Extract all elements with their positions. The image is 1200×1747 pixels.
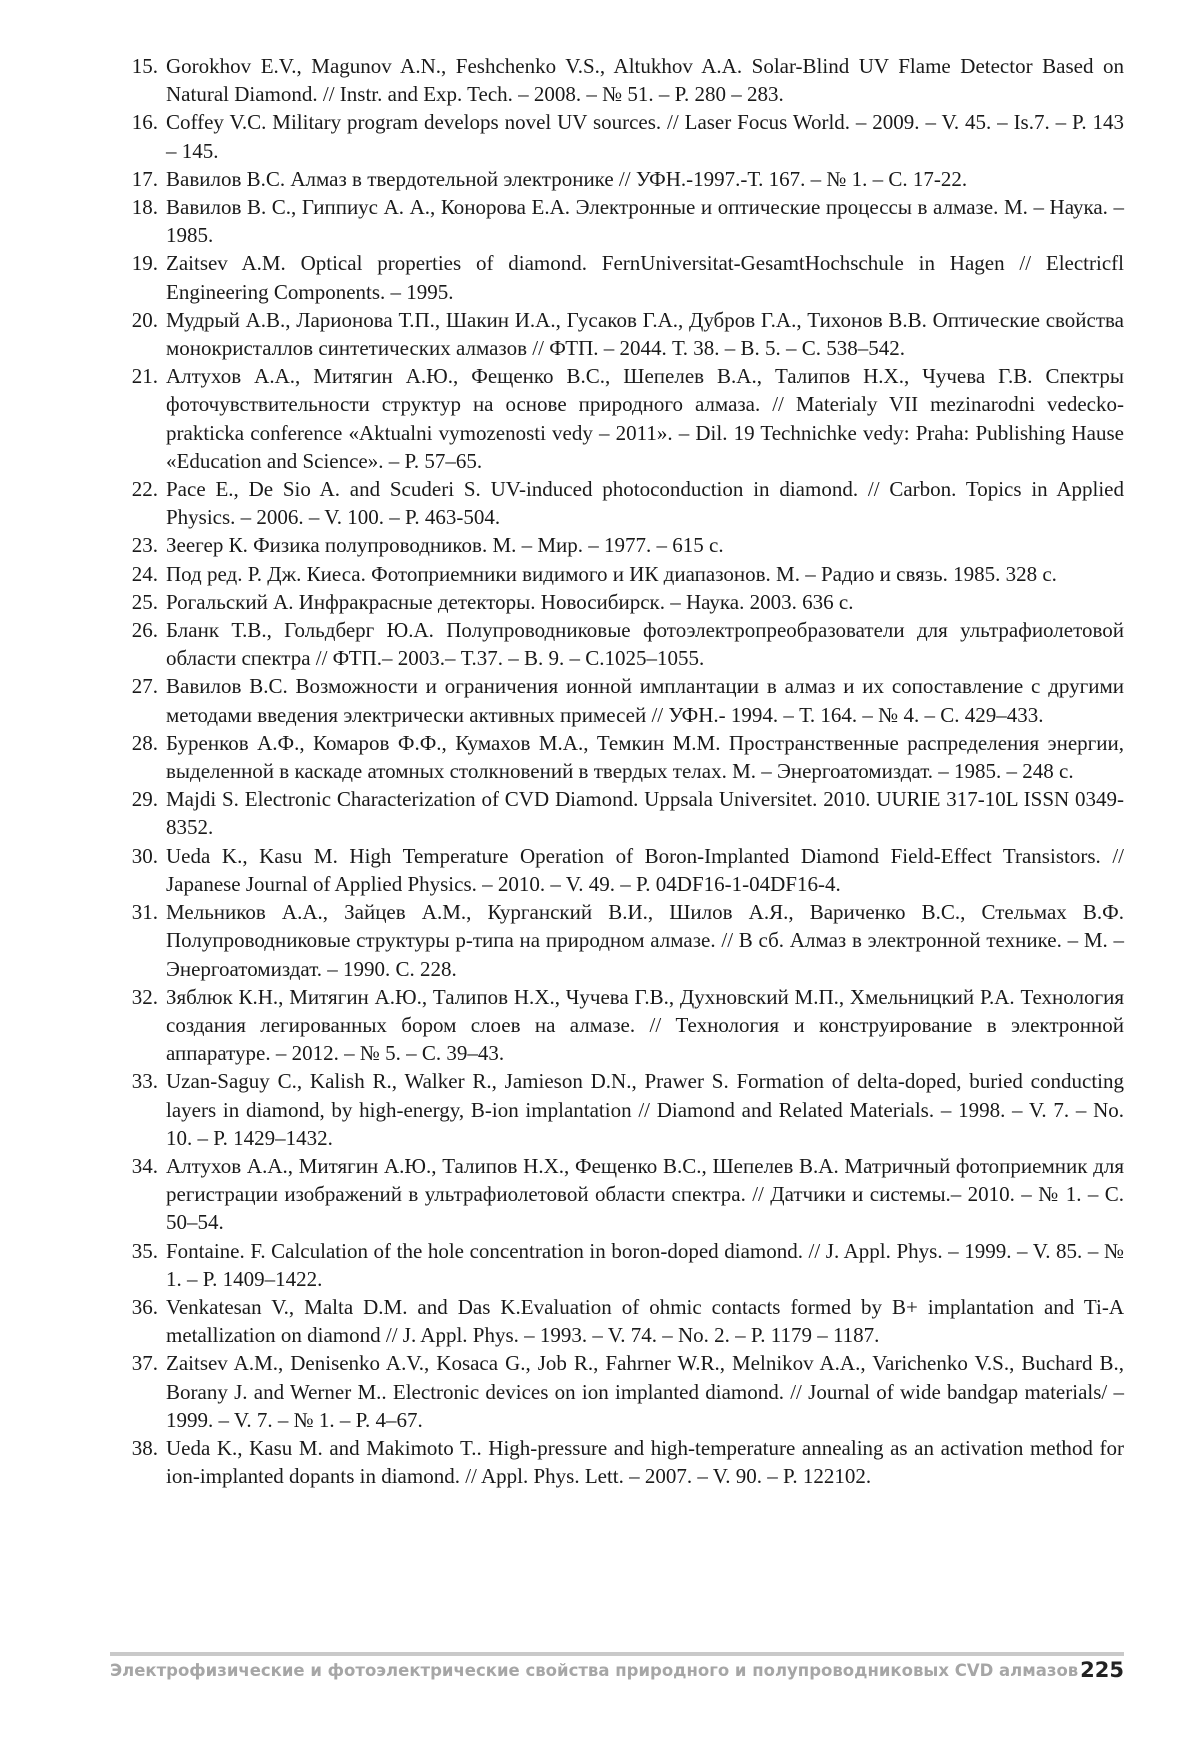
reference-item [118, 842, 1124, 898]
reference-number: 38. [131, 1435, 158, 1460]
reference-number: 35. [131, 1238, 158, 1263]
reference-item [118, 1434, 1124, 1490]
reference-text: Алтухов А.А., Митягин А.Ю., Талипов Н.Х., Фещенко В.С., Шепелев В.А. Матричный фотоприемник для регистрации изображений в ультрафиолетовой области спектра. // Датчики и системы.– 2010. – № 1. – С. 50–54. [166, 1153, 1124, 1235]
reference-item [118, 1237, 1124, 1293]
reference-text: Coffey V.C. Military program develops novel UV sources. // Laser Focus World. – 2009. – V. 45. – Is.7. – P. 143 – 145. [166, 110, 1124, 163]
reference-text: Ueda K., Kasu M. High Temperature Operation of Boron-Implanted Diamond Field-Effect Transistors. // Japanese Journal of Applied Physics. – 2010. – V. 49. – P. 04DF16-1-04DF16-4. [166, 843, 1124, 896]
reference-item [118, 108, 1124, 164]
reference-text: Ueda K., Kasu M. and Makimoto T.. High-pressure and high-temperature annealing as an activation method for ion-implanted dopants in diamond. // Appl. Phys. Lett. – 2007. – V. 90. – P. 122102. [166, 1435, 1124, 1489]
reference-text: Pace E., De Sio A. and Scuderi S. UV-induced photoconduction in diamond. // Carbon. Topics in Applied Physics. – 2006. – V. 100. – P. 463-504. [166, 477, 1124, 530]
reference-item [118, 531, 1124, 559]
reference-text: Бланк Т.В., Гольдберг Ю.А. Полупроводниковые фотоэлектропреобразователи для ультрафиолетовой области спектра // ФТП.– 2003.– Т.37. – В. 9. – С.1025–1055. [166, 618, 1124, 671]
reference-text: Вавилов В.С. Возможности и ограничения ионной имплантации в алмаз и их сопоставление с другими методами введения электрически активных примесей // УФН.- 1994. – Т. 164. – № 4. – С. 429–433. [166, 674, 1124, 727]
reference-number: 16. [131, 110, 158, 135]
reference-text: Zaitsev A.M. Optical properties of diamond. FernUniversitat-GesamtHochschule in Hagen // Electricfl Engineering Components. – 1995. [166, 251, 1124, 304]
reference-item [118, 672, 1124, 728]
reference-item [118, 52, 1124, 108]
reference-number: 15. [131, 54, 158, 78]
reference-text: Мудрый А.В., Ларионова Т.П., Шакин И.А., Гусаков Г.А., Дубров Г.А., Тихонов В.В. Оптические свойства монокристаллов синтетических алмазов // ФТП. – 2044. Т. 38. – В. 5. – С. 538–542. [166, 307, 1124, 361]
reference-item [118, 165, 1124, 193]
reference-number: 31. [131, 900, 158, 925]
reference-number: 25. [131, 589, 158, 614]
reference-text: Gorokhov E.V., Magunov A.N., Feshchenko V.S., Altukhov A.A. Solar-Blind UV Flame Detector Based on Natural Diamond. // Instr. and Exp. Tech. – 2008. – № 51. – P. 280 – 283. [166, 54, 1124, 107]
reference-item [118, 588, 1124, 616]
reference-text: Алтухов А.А., Митягин А.Ю., Фещенко В.С., Шепелев В.А., Талипов Н.Х., Чучева Г.В. Спектры фоточувствительности структур на основе природного алмаза. // Materialy VII mezinarodni vedecko-prakticka conference «Aktualni vymozenosti vedy – 2011». – Dil. 19 Technichke vedy: Praha: Publishing Hause «Education and Science». – P. 57–65. [166, 364, 1124, 473]
reference-text: Majdi S. Electronic Characterization of CVD Diamond. Uppsala Universitet. 2010. UURIE 317-10L ISSN 0349-8352. [166, 787, 1124, 840]
reference-number: 19. [131, 251, 158, 276]
reference-text: Рогальский А. Инфракрасные детекторы. Новосибирск. – Наука. 2003. 636 с. [166, 589, 854, 614]
reference-number: 20. [131, 307, 158, 332]
reference-item [118, 306, 1124, 362]
reference-number: 29. [131, 787, 158, 812]
reference-number: 24. [131, 561, 158, 586]
reference-item [118, 362, 1124, 475]
reference-text: Вавилов В. С., Гиппиус А. А., Конорова Е.А. Электронные и оптические процессы в алмазе. М. – Наука. – 1985. [166, 195, 1124, 248]
reference-number: 30. [131, 843, 158, 868]
reference-number: 37. [131, 1351, 158, 1376]
reference-item [118, 193, 1124, 249]
reference-number: 18. [131, 195, 158, 220]
reference-number: 26. [131, 618, 158, 643]
reference-number: 28. [131, 730, 158, 755]
reference-text: Zaitsev A.M., Denisenko A.V., Kosaca G., Job R., Fahrner W.R., Melnikov A.A., Varichenko V.S., Buchard B., Borany J. and Werner M.. Electronic devices on ion implanted diamond. // Journal of wide bandgap materials/ – 1999. – V. 7. – № 1. – P. 4–67. [166, 1351, 1124, 1432]
reference-item [118, 983, 1124, 1068]
reference-item [118, 475, 1124, 531]
reference-item [118, 898, 1124, 983]
reference-item [118, 1293, 1124, 1349]
reference-text: Зеегер К. Физика полупроводников. М. – Мир. – 1977. – 615 с. [166, 533, 724, 558]
reference-item [118, 1152, 1124, 1237]
reference-item [118, 249, 1124, 305]
footer-rule [110, 1652, 1124, 1656]
reference-number: 36. [131, 1294, 158, 1319]
reference-number: 27. [131, 674, 158, 699]
reference-number: 23. [131, 533, 158, 558]
reference-item [118, 616, 1124, 672]
reference-item [118, 1349, 1124, 1434]
reference-text: Вавилов В.С. Алмаз в твердотельной электронике // УФН.-1997.-Т. 167. – № 1. – С. 17-22. [166, 166, 968, 191]
reference-item [118, 729, 1124, 785]
reference-number: 33. [131, 1069, 158, 1094]
reference-text: Мельников А.А., Зайцев А.М., Курганский В.И., Шилов А.Я., Вариченко В.С., Стельмах В.Ф. Полупроводниковые структуры р-типа на природном алмазе. // В сб. Алмаз в электронной технике. – М. – Энергоатомиздат. – 1990. С. 228. [166, 900, 1124, 981]
reference-text: Под ред. Р. Дж. Киеса. Фотоприемники видимого и ИК диапазонов. М. – Радио и связь. 1985. 328 с. [166, 561, 1057, 586]
reference-text: Буренков А.Ф., Комаров Ф.Ф., Кумахов М.А., Темкин М.М. Пространственные распределения энергии, выделенной в каскаде атомных столкновений в твердых телах. М. – Энергоатомиздат. – 1985. – 248 с. [166, 730, 1124, 784]
reference-item [118, 785, 1124, 841]
reference-text: Fontaine. F. Calculation of the hole concentration in boron-doped diamond. // J. Appl. Phys. – 1999. – V. 85. – № 1. – P. 1409–1422. [166, 1238, 1124, 1291]
reference-item [118, 560, 1124, 588]
reference-number: 21. [131, 364, 158, 389]
page-number: 225 [1080, 1658, 1124, 1682]
reference-number: 17. [131, 166, 158, 191]
reference-number: 22. [131, 477, 158, 502]
reference-number: 34. [131, 1153, 158, 1178]
reference-text: Uzan-Saguy C., Kalish R., Walker R., Jamieson D.N., Prawer S. Formation of delta-doped, buried conducting layers in diamond, by high-energy, B-ion implantation // Diamond and Related Materials. – 1998. – V. 7. – No. 10. – P. 1429–1432. [166, 1069, 1124, 1150]
reference-number: 32. [131, 984, 158, 1009]
reference-item [118, 1067, 1124, 1152]
reference-text: Зяблюк К.Н., Митягин А.Ю., Талипов Н.Х., Чучева Г.В., Духновский М.П., Хмельницкий Р.А. Технология создания легированных бором слоев на алмазе. // Технология и конструирование в электронной аппаратуре. – 2012. – № 5. – С. 39–43. [166, 984, 1124, 1066]
running-footer-title: Электрофизические и фотоэлектрические свойства природного и полупроводниковых CVD алмазов [110, 1661, 1079, 1680]
reference-list [118, 52, 1124, 1490]
reference-text: Venkatesan V., Malta D.M. and Das K.Evaluation of ohmic contacts formed by B+ implantation and Ti-A metallization on diamond // J. Appl. Phys. – 1993. – V. 74. – No. 2. – P. 1179 – 1187. [166, 1294, 1124, 1348]
